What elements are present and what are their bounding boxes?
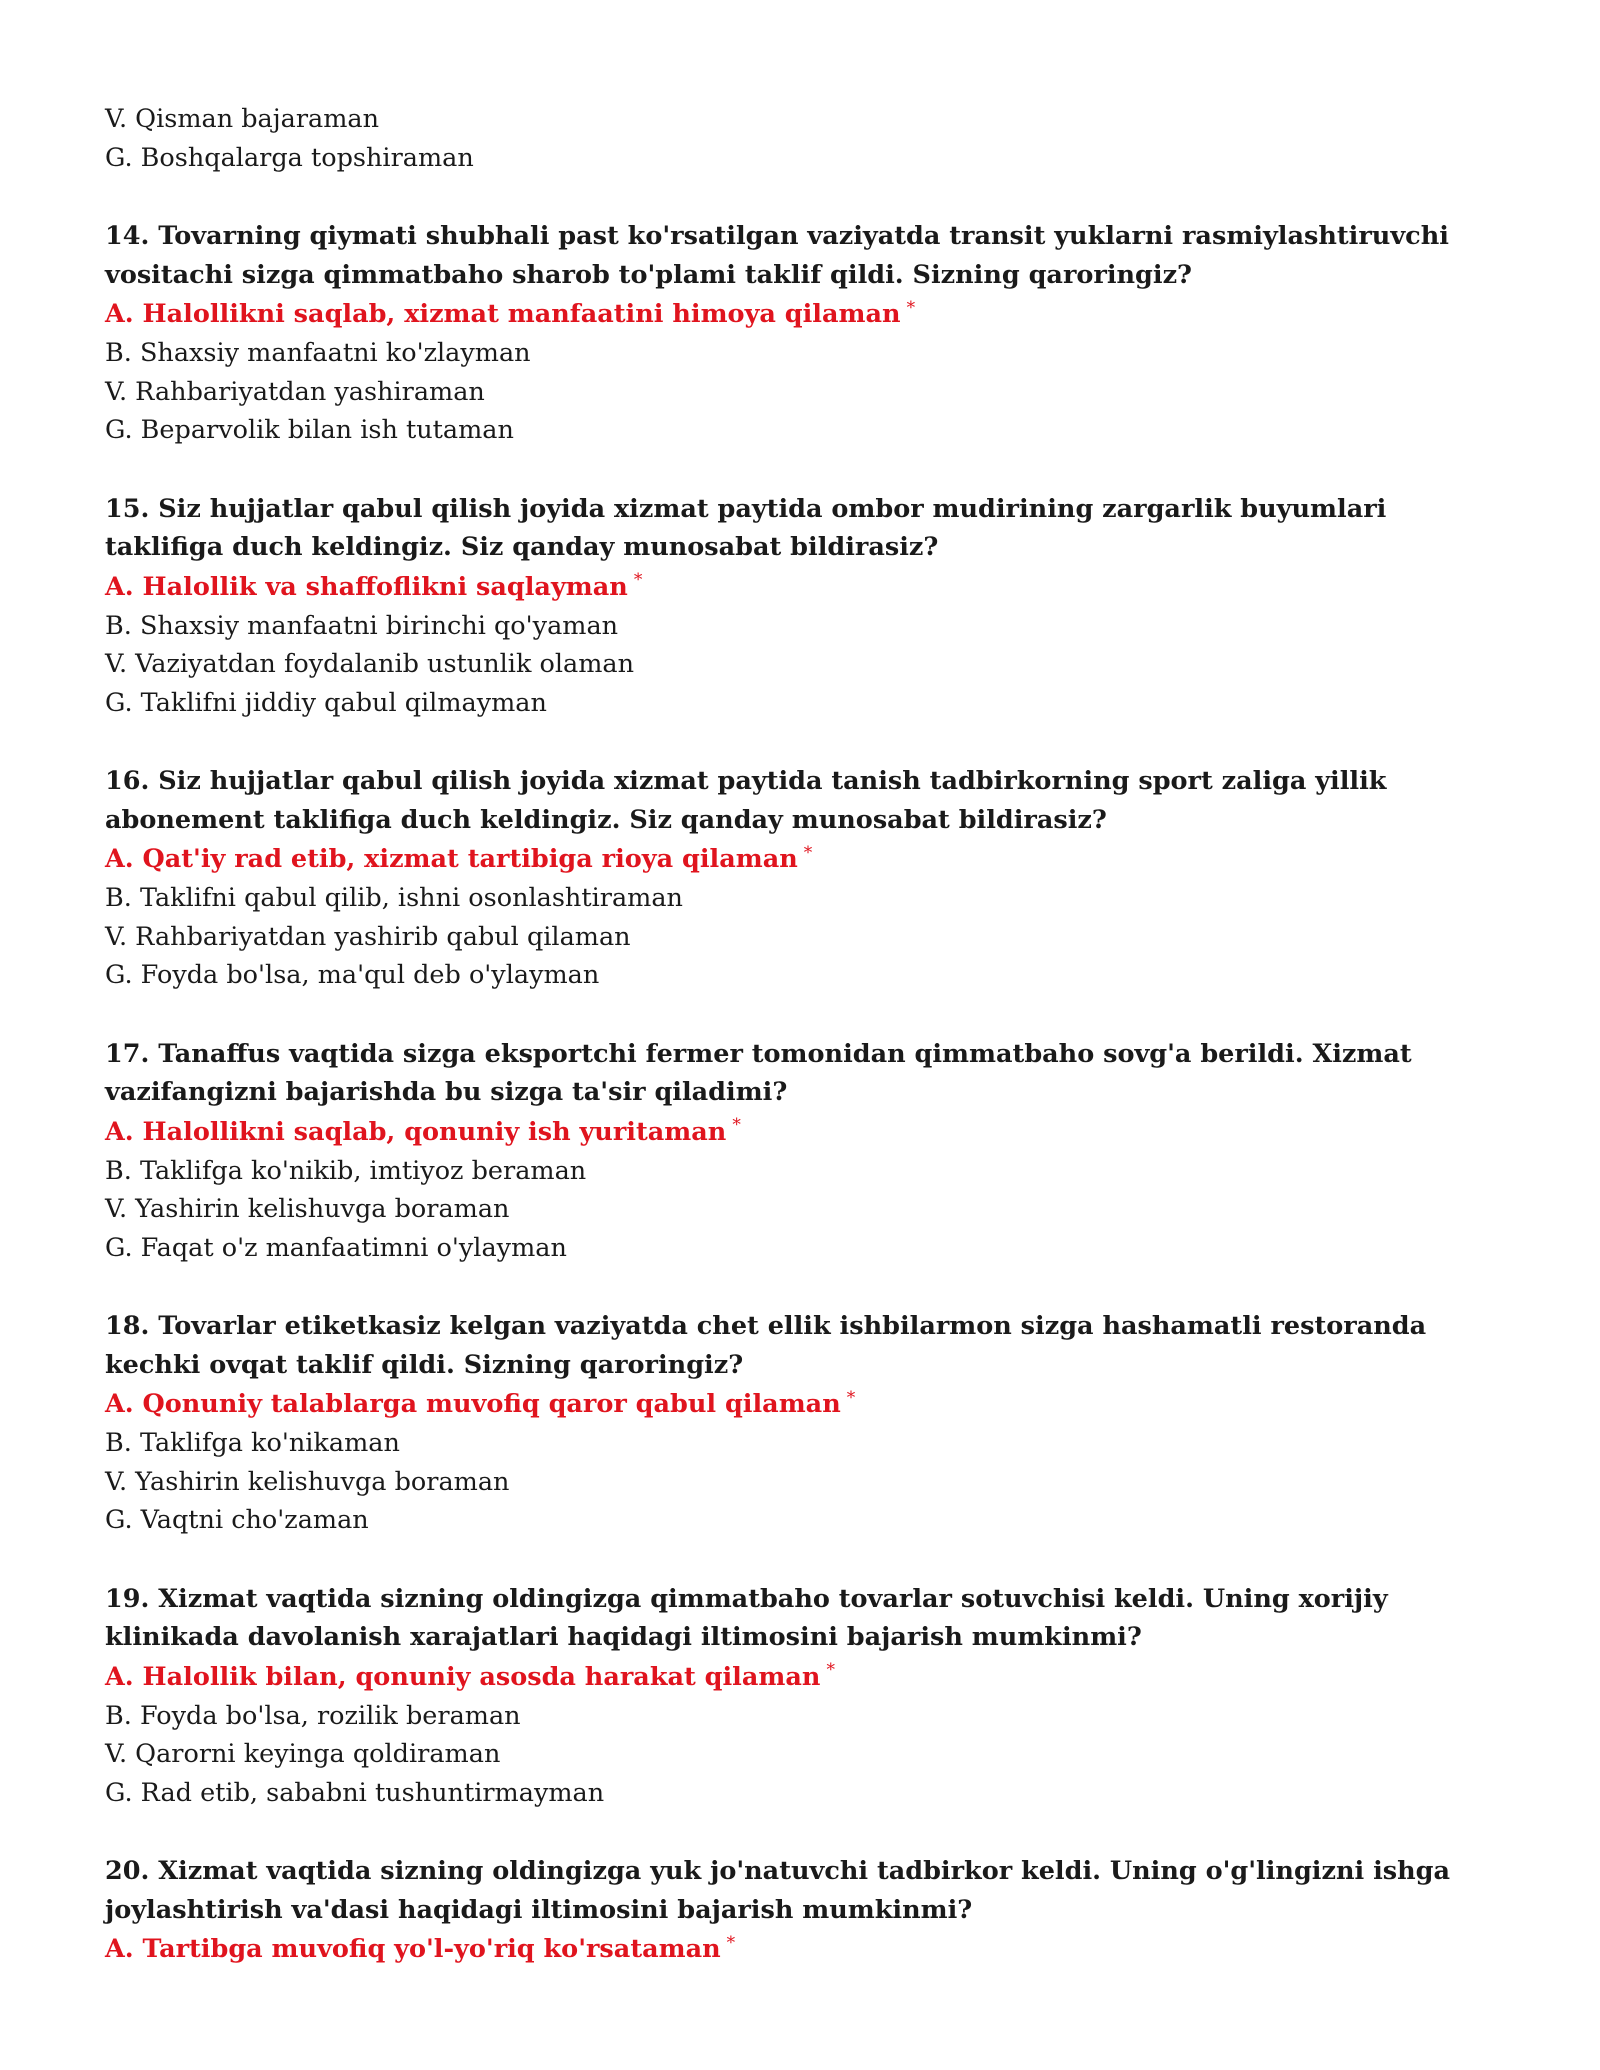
correct-answer-text: A. Halollik va shaffoflikni saqlayman [105, 571, 628, 602]
question-block [105, 217, 1505, 450]
correct-answer [105, 294, 1505, 334]
answer-option: V. Vaziyatdan foydalanib ustunlik olaman [105, 649, 635, 679]
correct-marker: * [633, 570, 643, 590]
question-block [105, 490, 1505, 723]
answer-option: V. Qarorni keyinga qoldiraman [105, 1739, 501, 1769]
correct-answer [105, 1112, 1505, 1152]
question-title: 17. Tanaffus vaqtida sizga eksportchi fermer tomonidan qimmatbaho sovg'a berildi. Xizmat vazifangizni bajarishda bu sizga ta'sir qiladimi? [105, 1038, 1412, 1107]
correct-answer-text: A. Tartibga muvofiq yo'l-yo'riq ko'rsataman [105, 1934, 721, 1964]
correct-answer [105, 1384, 1505, 1424]
answer-option: B. Taklifni qabul qilib, ishni osonlashtiraman [105, 883, 683, 913]
question-title: 16. Siz hujjatlar qabul qilish joyida xizmat paytida tanish tadbirkorning sport zaliga yillik abonement taklifiga duch keldingiz. Siz qanday munosabat bildirasiz? [105, 766, 1387, 835]
correct-answer-text: A. Halollikni saqlab, xizmat manfaatini himoya qilaman [105, 299, 901, 329]
answer-option: G. Taklifni jiddiy qabul qilmayman [105, 687, 547, 718]
answer-option: G. Faqat o'z manfaatimni o'ylayman [105, 1232, 567, 1263]
correct-marker: * [846, 1387, 856, 1408]
answer-option: V. Yashirin kelishuvga boraman [105, 1466, 510, 1497]
correct-answer [105, 1657, 1505, 1697]
leading-options [105, 100, 1505, 177]
correct-answer-text: A. Qat'iy rad etib, xizmat tartibiga rioya qilaman [105, 844, 798, 874]
correct-answer-text: A. Halollik bilan, qonuniy asosda harakat qilaman [105, 1661, 821, 1692]
question-title: 14. Tovarning qiymati shubhali past ko'rsatilgan vaziyatda transit yuklarni rasmiylashtiruvchi vositachi sizga qimmatbaho sharob to'plami taklif qildi. Sizning qaroringiz? [105, 221, 1449, 290]
answer-option: G. Boshqalarga topshiraman [105, 142, 474, 173]
answer-option: B. Foyda bo'lsa, rozilik beraman [105, 1700, 521, 1731]
correct-answer-text: A. Halollikni saqlab, qonuniy ish yuritaman [105, 1116, 727, 1147]
answer-option: V. Rahbariyatdan yashiraman [105, 376, 485, 407]
correct-answer [105, 839, 1505, 879]
correct-marker: * [732, 1115, 741, 1135]
question-block [105, 1307, 1505, 1540]
answer-option: G. Beparvolik bilan ish tutaman [105, 415, 514, 445]
answer-option: V. Qisman bajaraman [105, 104, 380, 134]
answer-option: G. Rad etib, sababni tushuntirmayman [105, 1777, 605, 1808]
question-block [105, 1852, 1505, 1969]
correct-answer [105, 1929, 1505, 1969]
correct-marker: * [906, 297, 916, 318]
question-block [105, 1580, 1505, 1813]
answer-option: V. Rahbariyatdan yashirib qabul qilaman [105, 921, 631, 952]
question-title: 19. Xizmat vaqtida sizning oldingizga qimmatbaho tovarlar sotuvchisi keldi. Uning xorijiy klinikada davolanish xarajatlari haqidagi iltimosini bajarish mumkinmi? [105, 1583, 1388, 1652]
answer-option: V. Yashirin kelishuvga boraman [105, 1194, 510, 1224]
correct-answer [105, 567, 1505, 607]
answer-option: G. Foyda bo'lsa, ma'qul deb o'ylayman [105, 960, 600, 990]
question-block [105, 762, 1505, 995]
question-title: 18. Tovarlar etiketkasiz kelgan vaziyatda chet ellik ishbilarmon sizga hashamatli restoranda kechki ovqat taklif qildi. Sizning qaroringiz? [105, 1311, 1427, 1380]
correct-marker: * [803, 842, 813, 863]
correct-answer-text: A. Qonuniy talablarga muvofiq qaror qabul qilaman [105, 1389, 841, 1419]
answer-option: B. Shaxsiy manfaatni ko'zlayman [105, 338, 531, 368]
question-title: 15. Siz hujjatlar qabul qilish joyida xizmat paytida ombor mudirining zargarlik buyumlari taklifiga duch keldingiz. Siz qanday munosabat bildirasiz? [105, 493, 1387, 562]
correct-marker: * [726, 1932, 736, 1953]
question-block [105, 1035, 1505, 1268]
answer-option: G. Vaqtni cho'zaman [105, 1505, 369, 1535]
answer-option: B. Taklifga ko'nikib, imtiyoz beraman [105, 1155, 587, 1186]
question-title: 20. Xizmat vaqtida sizning oldingizga yuk jo'natuvchi tadbirkor keldi. Uning o'g'lingizni ishga joylashtirish va'dasi haqidagi iltimosini bajarish mumkinmi? [105, 1856, 1451, 1925]
document-page [105, 100, 1505, 1969]
answer-option: B. Shaxsiy manfaatni birinchi qo'yaman [105, 610, 619, 641]
answer-option: B. Taklifga ko'nikaman [105, 1428, 400, 1458]
correct-marker: * [826, 1660, 835, 1680]
